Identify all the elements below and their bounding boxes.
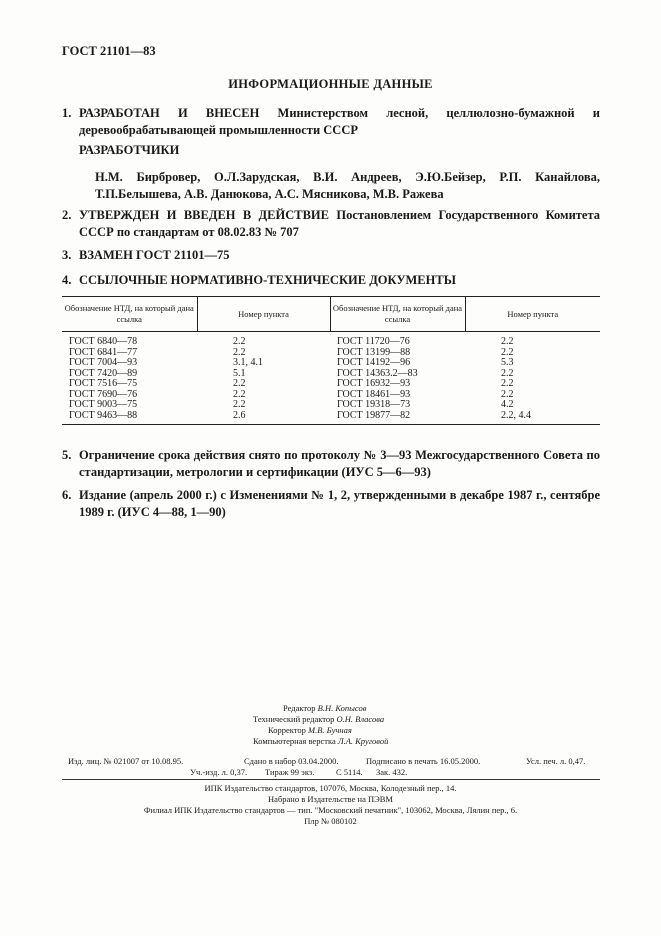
clause-number-cell: 2.2 bbox=[501, 336, 514, 347]
document-designation-cell: ГОСТ 6840—78 bbox=[69, 336, 138, 347]
document-designation-cell: ГОСТ 14192—96 bbox=[337, 357, 411, 368]
clause-number-cell: 2.2 bbox=[501, 346, 514, 358]
section-2 bbox=[62, 207, 600, 241]
section-caption: ВЗАМЕН ГОСТ 21101—75 bbox=[79, 248, 230, 262]
developers-label: РАЗРАБОТЧИКИ bbox=[79, 143, 180, 157]
order-number: Зак. 432. bbox=[376, 767, 408, 777]
clause-number-cell: 2.2 bbox=[233, 346, 246, 358]
section-5 bbox=[62, 447, 600, 481]
clause-number-cell: 2.6 bbox=[197, 411, 330, 425]
print-date: Подписано в печать 16.05.2000. bbox=[366, 756, 481, 766]
clause-number-cell: 2.2 bbox=[233, 399, 246, 410]
footer-line: ИПК Издательство стандартов, 107076, Москва, Колодезный пер., 14. bbox=[204, 783, 457, 793]
section-text: Министерством лесной, целлюлозно-бумажной и деревообрабатывающей промышленности СССР bbox=[79, 106, 600, 137]
typeset-date: Сдано в набор 03.04.2000. bbox=[244, 756, 339, 766]
section-caption: РАЗРАБОТАН И ВНЕСЕН bbox=[79, 106, 260, 120]
page-title: ИНФОРМАЦИОННЫЕ ДАННЫЕ bbox=[228, 77, 433, 91]
credit-tech-editor: Технический редактор О.Н. Власова bbox=[253, 714, 385, 724]
footer-line: Набрано в Издательстве на ПЭВМ bbox=[268, 794, 393, 804]
section-text: Ограничение срока действия снято по протоколу № 3—93 Межгосударственного Совета по стандартизации, метрологии и сертификации (ИУС 5—6—93) bbox=[79, 448, 600, 479]
section-number: 3. bbox=[62, 248, 72, 262]
document-designation-cell: ГОСТ 7004—93 bbox=[69, 357, 138, 368]
developers-list: Н.М. Бирбровер, О.Л.Зарудская, В.И. Андреев, Э.Ю.Бейзер, Р.П. Канайлова, Т.П.Белышева, А.В. Данюкова, А.С. Мясникова, М.В. Ражева bbox=[95, 170, 600, 201]
clause-number-cell: 2.2 bbox=[501, 367, 514, 379]
table-row bbox=[62, 332, 600, 348]
section-text: Постановлением Государственного Комитета СССР по стандартам от 08.02.83 № 707 bbox=[79, 208, 601, 239]
publisher-license: Изд. лиц. № 021007 от 10.08.95. bbox=[68, 756, 184, 766]
credit-editor: Редактор В.Н. Копысов bbox=[283, 703, 367, 713]
table-row bbox=[62, 411, 600, 425]
footer-divider bbox=[62, 779, 600, 780]
document-designation-cell: ГОСТ 16932—93 bbox=[337, 378, 411, 389]
document-designation-cell: ГОСТ 9463—88 bbox=[62, 411, 197, 425]
section-number: 5. bbox=[62, 448, 72, 462]
section-1 bbox=[62, 105, 600, 139]
section-3 bbox=[62, 247, 600, 264]
clause-number-cell: 3.1, 4.1 bbox=[233, 357, 263, 368]
clause-number-cell: 2.2, 4.4 bbox=[465, 411, 600, 425]
table-row bbox=[62, 390, 600, 401]
document-designation-cell: ГОСТ 19318—73 bbox=[337, 399, 411, 410]
section-number: 4. bbox=[62, 273, 72, 287]
circulation: Тираж 99 экз. bbox=[265, 767, 315, 777]
footer-line: Плр № 080102 bbox=[304, 816, 357, 826]
clause-number-cell: 2.2 bbox=[501, 378, 514, 389]
document-designation-cell: ГОСТ 7516—75 bbox=[69, 378, 138, 389]
document-designation-cell: ГОСТ 9003—75 bbox=[69, 399, 138, 410]
column-header: Обозначение НТД, на который дана ссылка bbox=[330, 297, 465, 332]
section-6 bbox=[62, 487, 600, 521]
clause-number-cell: 2.2 bbox=[501, 388, 514, 400]
credit-layout: Компьютерная верстка Л.А. Круговой bbox=[253, 736, 389, 746]
table-row bbox=[62, 400, 600, 411]
document-designation-cell: ГОСТ 7690—76 bbox=[69, 388, 138, 400]
order-code: С 5114. bbox=[336, 767, 363, 777]
credit-corrector: Корректор М.В. Бучная bbox=[268, 725, 352, 735]
table-row bbox=[62, 379, 600, 390]
column-header: Номер пункта bbox=[197, 297, 330, 332]
section-number: 6. bbox=[62, 488, 72, 502]
print-sheets: Усл. печ. л. 0,47. bbox=[526, 756, 586, 766]
publisher-sheets: Уч.-изд. л. 0,37. bbox=[190, 767, 248, 777]
clause-number-cell: 2.2 bbox=[233, 336, 246, 347]
document-designation-cell: ГОСТ 14363.2—83 bbox=[337, 367, 418, 379]
table-header-row bbox=[62, 297, 600, 332]
section-caption: ССЫЛОЧНЫЕ НОРМАТИВНО-ТЕХНИЧЕСКИЕ ДОКУМЕНТЫ bbox=[79, 273, 456, 287]
section-4 bbox=[62, 272, 600, 289]
document-designation-cell: ГОСТ 7420—89 bbox=[69, 367, 138, 379]
column-header: Номер пункта bbox=[465, 297, 600, 332]
document-designation-cell: ГОСТ 19877—82 bbox=[330, 411, 465, 425]
document-designation-cell: ГОСТ 18461—93 bbox=[337, 388, 411, 400]
document-designation-cell: ГОСТ 6841—77 bbox=[69, 346, 138, 358]
clause-number-cell: 2.2 bbox=[233, 388, 246, 400]
table-row bbox=[62, 369, 600, 380]
section-caption: УТВЕРЖДЕН И ВВЕДЕН В ДЕЙСТВИЕ bbox=[79, 208, 329, 222]
footer-line: Филиал ИПК Издательство стандартов — тип. "Московский печатник", 103062, Москва, Лялин пер., 6. bbox=[143, 805, 518, 815]
section-number: 2. bbox=[62, 208, 72, 222]
clause-number-cell: 5.3 bbox=[501, 357, 514, 368]
table-row bbox=[62, 348, 600, 359]
clause-number-cell: 4.2 bbox=[501, 399, 514, 410]
document-header: ГОСТ 21101—83 bbox=[62, 44, 156, 58]
table-row bbox=[62, 358, 600, 369]
section-number: 1. bbox=[62, 106, 72, 120]
reference-documents-table bbox=[62, 296, 600, 425]
clause-number-cell: 2.2 bbox=[233, 378, 246, 389]
section-text: Издание (апрель 2000 г.) с Изменениями № 1, 2, утвержденными в декабре 1987 г., сентябре 1989 г. (ИУС 4—88, 1—90) bbox=[79, 488, 600, 519]
clause-number-cell: 5.1 bbox=[233, 367, 246, 379]
document-designation-cell: ГОСТ 13199—88 bbox=[337, 346, 411, 358]
column-header: Обозначение НТД, на который дана ссылка bbox=[62, 297, 197, 332]
document-designation-cell: ГОСТ 11720—76 bbox=[337, 336, 410, 347]
